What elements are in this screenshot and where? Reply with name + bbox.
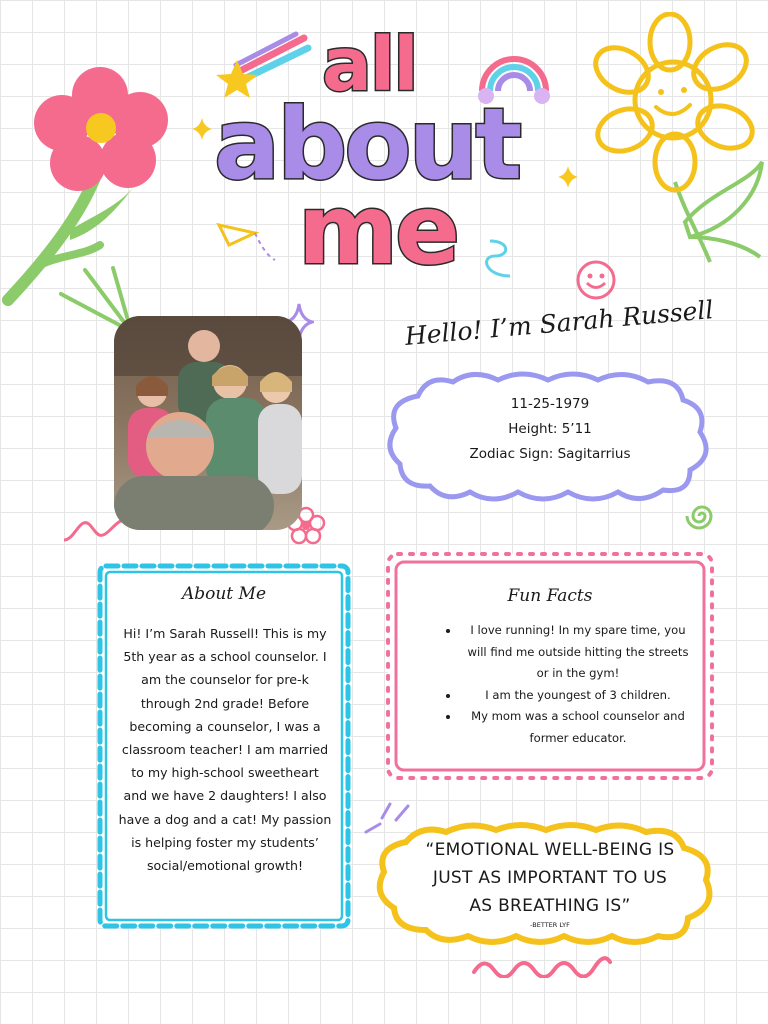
quote-line: AS BREATHING IS” [469, 896, 631, 916]
family-photo-image [114, 316, 302, 530]
fun-facts-list [440, 620, 696, 749]
family-photo [114, 316, 302, 530]
zigzag-doodle [470, 952, 612, 978]
quote-text [392, 836, 708, 920]
about-me-body: Hi! I’m Sarah Russell! This is my 5th year as a school counselor. I am the counselor for pre-k through 2nd grade! Before becoming a counselor, I was a classroom teacher! I am married to my high-school sweetheart and we have 2 daughters! I also have a dog and a cat! My passion is helping foster my students’ social/emotional growth! [118, 626, 332, 874]
height-text: Height: 5’11 [508, 421, 592, 437]
paper-plane-doodle [215, 215, 280, 270]
fun-fact-item: • I am the youngest of 3 children. [460, 685, 696, 707]
info-details [400, 392, 700, 467]
title-line-me [298, 174, 458, 286]
birthdate-text: 11-25-1979 [510, 396, 590, 412]
greeting-heading: Hello! I’m Sarah Russell [403, 295, 715, 351]
squiggle-doodle [480, 236, 520, 281]
sparkle-star-icon [190, 116, 214, 142]
quote-source: -BETTER LYF [530, 921, 570, 929]
fun-facts-title: Fun Facts [507, 586, 593, 606]
zodiac-text: Zodiac Sign: Sagitarrius [469, 446, 631, 462]
quote-line: JUST AS IMPORTANT TO US [432, 868, 668, 888]
about-me-title: About Me [181, 584, 267, 604]
smiling-flower-doodle [590, 12, 768, 267]
quote-line: “EMOTIONAL WELL-BEING IS [425, 840, 675, 860]
title-text-all: all [322, 22, 417, 108]
smiley-face-icon [574, 258, 618, 302]
title-text-me: me [298, 174, 458, 286]
fun-fact-item: • I love running! In my spare time, you will find me outside hitting the streets or in the gym! [460, 620, 696, 685]
title-text-about: about [214, 88, 520, 202]
fun-fact-item: • My mom was a school counselor and former educator. [460, 706, 696, 749]
sparkle-star-icon [556, 164, 580, 190]
